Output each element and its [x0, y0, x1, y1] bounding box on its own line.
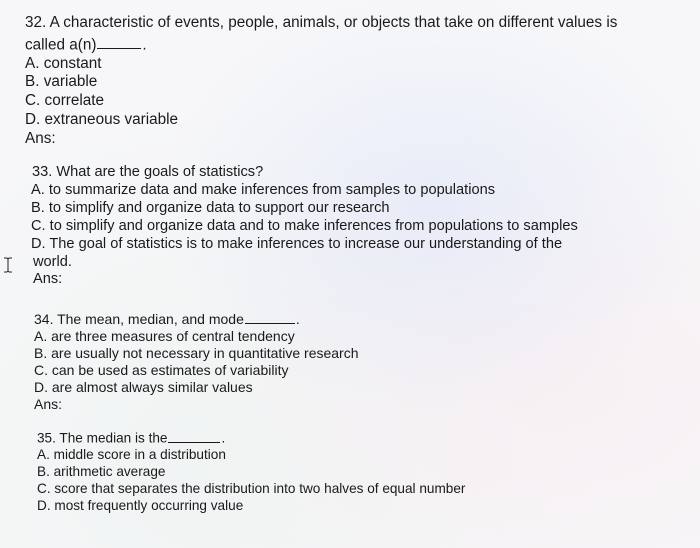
stem-text: 34. The mean, median, and mode	[34, 311, 244, 327]
question-33	[0, 164, 700, 289]
answer-blank	[168, 428, 220, 443]
answer-label: Ans:	[25, 129, 56, 147]
option-a: A. constant	[25, 54, 102, 72]
stem-text: called a(n)	[25, 36, 97, 53]
option-a: A. to summarize data and make inferences from samples to populations	[31, 181, 495, 198]
answer-label: Ans:	[33, 271, 63, 288]
option-b: B. to simplify and organize data to support our research	[31, 199, 390, 216]
question-stem	[0, 309, 700, 328]
option-d: D. The goal of statistics is to make inferences to increase our understanding of the	[31, 235, 563, 252]
question-stem-line: 32. A characteristic of events, people, animals, or objects that take on different values is	[25, 14, 618, 31]
stem-punctuation: .	[142, 36, 147, 53]
option-d: D. extraneous variable	[25, 110, 179, 128]
answer-label: Ans:	[34, 396, 63, 412]
question-35	[0, 428, 700, 515]
answer-blank	[245, 309, 295, 324]
question-34	[0, 309, 700, 413]
option-b: B. variable	[25, 73, 98, 91]
option-d: D. most frequently occurring value	[37, 497, 244, 513]
stem-punctuation: .	[221, 430, 226, 446]
question-32	[0, 14, 700, 148]
question-stem: 33. What are the goals of statistics?	[32, 164, 264, 180]
answer-blank	[97, 33, 141, 49]
option-a: A. middle score in a distribution	[37, 447, 226, 463]
question-stem-line	[0, 33, 700, 55]
stem-text: 35. The median is the	[37, 430, 168, 446]
stem-punctuation: .	[295, 311, 300, 327]
option-a: A. are three measures of central tendency	[34, 328, 295, 344]
question-stem	[0, 428, 700, 447]
text-cursor-icon	[3, 257, 13, 277]
option-c: C. score that separates the distribution into two halves of equal number	[37, 480, 466, 496]
option-d-continuation: world.	[33, 253, 72, 270]
option-b: B. arithmetic average	[37, 464, 166, 480]
option-c: C. correlate	[25, 92, 105, 110]
option-d: D. are almost always similar values	[34, 379, 253, 395]
option-c: C. can be used as estimates of variability	[34, 362, 289, 378]
option-c: C. to simplify and organize data and to make inferences from populations to samples	[31, 217, 578, 234]
option-b: B. are usually not necessary in quantitative research	[34, 345, 359, 361]
